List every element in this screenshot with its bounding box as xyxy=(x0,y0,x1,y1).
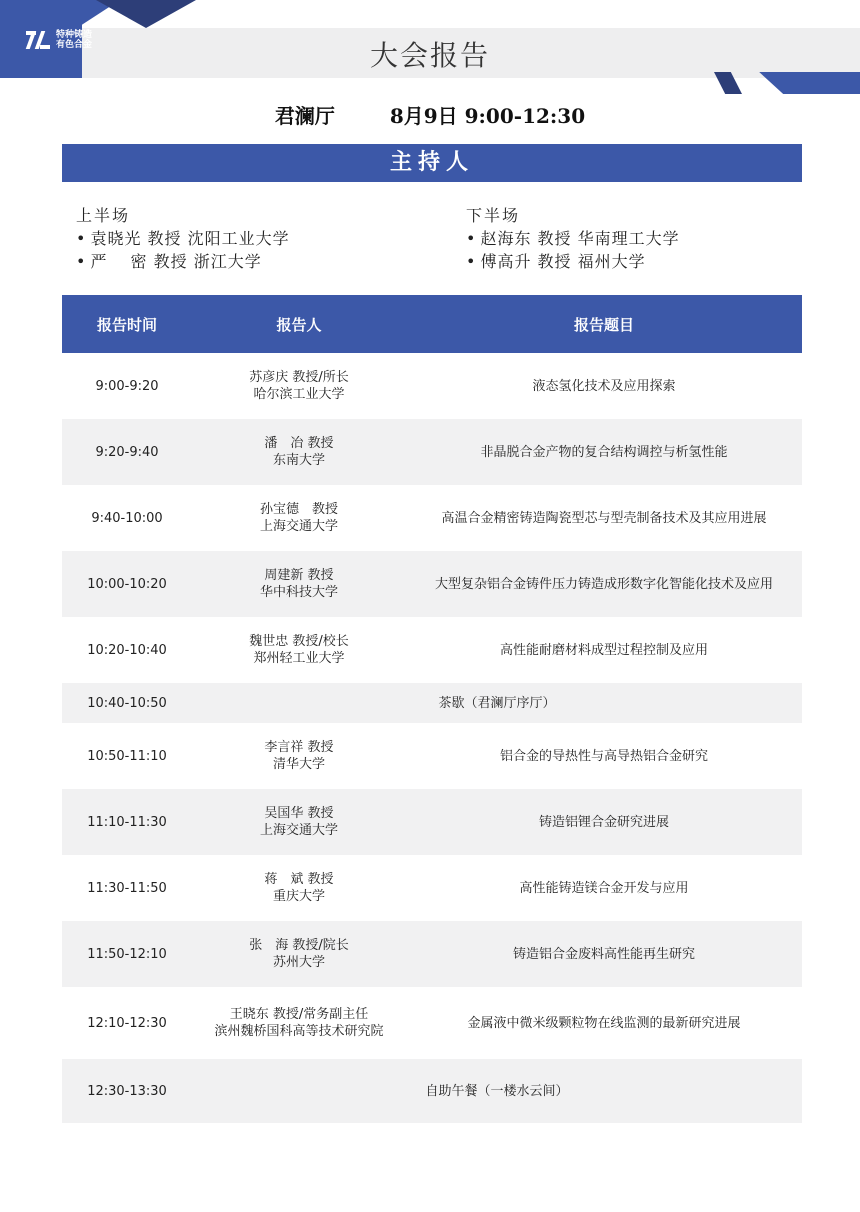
speaker-name: 潘 冶 教授 xyxy=(264,436,334,451)
table-row-break xyxy=(62,683,802,723)
speaker-org: 上海交通大学 xyxy=(259,519,338,534)
second-half-label: 下半场 xyxy=(466,206,521,225)
row-merged: 茶歇（君澜厅序厅） xyxy=(192,683,802,723)
row-speaker xyxy=(192,353,406,419)
host-item: • 傅高升 教授 福州大学 xyxy=(466,250,680,273)
header-time: 报告时间 xyxy=(62,295,192,353)
speaker-name: 孙宝德 教授 xyxy=(259,502,338,517)
speaker-name: 蒋 斌 教授 xyxy=(264,872,334,887)
speaker-name: 魏世忠 教授/校长 xyxy=(249,634,349,649)
table-row xyxy=(62,551,802,617)
row-speaker xyxy=(192,723,406,789)
table-row xyxy=(62,855,802,921)
speaker-name: 吴国华 教授 xyxy=(264,806,334,821)
host-item: • 赵海东 教授 华南理工大学 xyxy=(466,227,680,250)
hosts-section-title: 主持人 xyxy=(62,144,802,182)
table-row xyxy=(62,485,802,551)
table-row xyxy=(62,987,802,1059)
row-merged: 自助午餐（一楼水云间） xyxy=(192,1059,802,1123)
row-time: 10:20-10:40 xyxy=(87,642,167,658)
speaker-org: 苏州大学 xyxy=(272,955,325,970)
header-dark-accent xyxy=(96,0,196,28)
speaker-org: 华中科技大学 xyxy=(259,585,338,600)
row-topic: 铸造铝合金废料高性能再生研究 xyxy=(406,921,802,987)
row-time: 11:30-11:50 xyxy=(87,880,167,896)
page-title: 大会报告 xyxy=(369,39,490,72)
hosts-second-half xyxy=(466,204,680,273)
venue-line xyxy=(0,100,860,129)
row-speaker xyxy=(192,485,406,551)
row-time: 12:10-12:30 xyxy=(87,1015,167,1031)
row-speaker xyxy=(192,551,406,617)
logo-text-line1: 特种铸造 xyxy=(56,30,93,40)
table-row xyxy=(62,353,802,419)
row-time: 10:40-10:50 xyxy=(62,683,192,723)
row-topic: 液态氢化技术及应用探索 xyxy=(532,378,676,394)
row-speaker xyxy=(192,419,406,485)
row-speaker xyxy=(192,617,406,683)
table-header-row xyxy=(62,295,802,353)
speaker-name: 李言祥 教授 xyxy=(264,740,334,755)
row-speaker xyxy=(192,921,406,987)
table-row xyxy=(62,789,802,855)
row-topic: 铝合金的导热性与高导热铝合金研究 xyxy=(499,748,708,764)
table-row-break xyxy=(62,1059,802,1123)
row-time: 10:00-10:20 xyxy=(62,551,192,617)
row-topic: 高温合金精密铸造陶瓷型芯与型壳制备技术及其应用进展 xyxy=(441,510,767,526)
schedule-table xyxy=(62,295,802,1123)
venue-hall: 君澜厅 xyxy=(274,104,335,128)
table-row xyxy=(62,617,802,683)
row-speaker xyxy=(192,855,406,921)
speaker-org: 上海交通大学 xyxy=(259,823,338,838)
row-speaker xyxy=(192,789,406,855)
host-item: • 严 密 教授 浙江大学 xyxy=(76,250,290,273)
table-row xyxy=(62,723,802,789)
row-topic: 大型复杂铝合金铸件压力铸造成形数字化智能化技术及应用 xyxy=(406,551,802,617)
speaker-name: 王晓东 教授/常务副主任 xyxy=(229,1007,369,1022)
row-time: 11:50-12:10 xyxy=(62,921,192,987)
row-time: 10:50-11:10 xyxy=(87,748,167,764)
row-topic: 高性能铸造镁合金开发与应用 xyxy=(519,880,689,896)
speaker-org: 清华大学 xyxy=(272,757,325,772)
speaker-name: 苏彦庆 教授/所长 xyxy=(249,370,349,385)
logo-text-line2: 有色合金 xyxy=(56,40,93,50)
row-time: 11:10-11:30 xyxy=(62,789,192,855)
speaker-org: 重庆大学 xyxy=(272,889,325,904)
table-row xyxy=(62,921,802,987)
speaker-org: 滨州魏桥国科高等技术研究院 xyxy=(214,1024,384,1039)
speaker-name: 张 海 教授/院长 xyxy=(249,938,349,953)
speaker-org: 哈尔滨工业大学 xyxy=(253,387,345,402)
speaker-org: 东南大学 xyxy=(272,453,325,468)
hosts-first-half xyxy=(76,204,290,273)
header-topic: 报告题目 xyxy=(406,295,802,353)
row-time: 12:30-13:30 xyxy=(62,1059,192,1123)
row-time: 9:20-9:40 xyxy=(62,419,192,485)
venue-datetime: 8月9日 9:00-12:30 xyxy=(389,104,586,128)
row-speaker xyxy=(192,987,406,1059)
row-topic: 铸造铝锂合金研究进展 xyxy=(406,789,802,855)
row-topic: 非晶脱合金产物的复合结构调控与析氢性能 xyxy=(406,419,802,485)
speaker-name: 周建新 教授 xyxy=(264,568,334,583)
first-half-label: 上半场 xyxy=(76,206,131,225)
header-speaker: 报告人 xyxy=(192,295,406,353)
row-topic: 高性能耐磨材料成型过程控制及应用 xyxy=(499,642,708,658)
row-topic: 金属液中微米级颗粒物在线监测的最新研究进展 xyxy=(467,1015,741,1031)
row-time: 9:00-9:20 xyxy=(95,378,159,394)
host-item: • 袁晓光 教授 沈阳工业大学 xyxy=(76,227,290,250)
speaker-org: 郑州轻工业大学 xyxy=(253,651,345,666)
row-time: 9:40-10:00 xyxy=(91,510,163,526)
table-row xyxy=(62,419,802,485)
